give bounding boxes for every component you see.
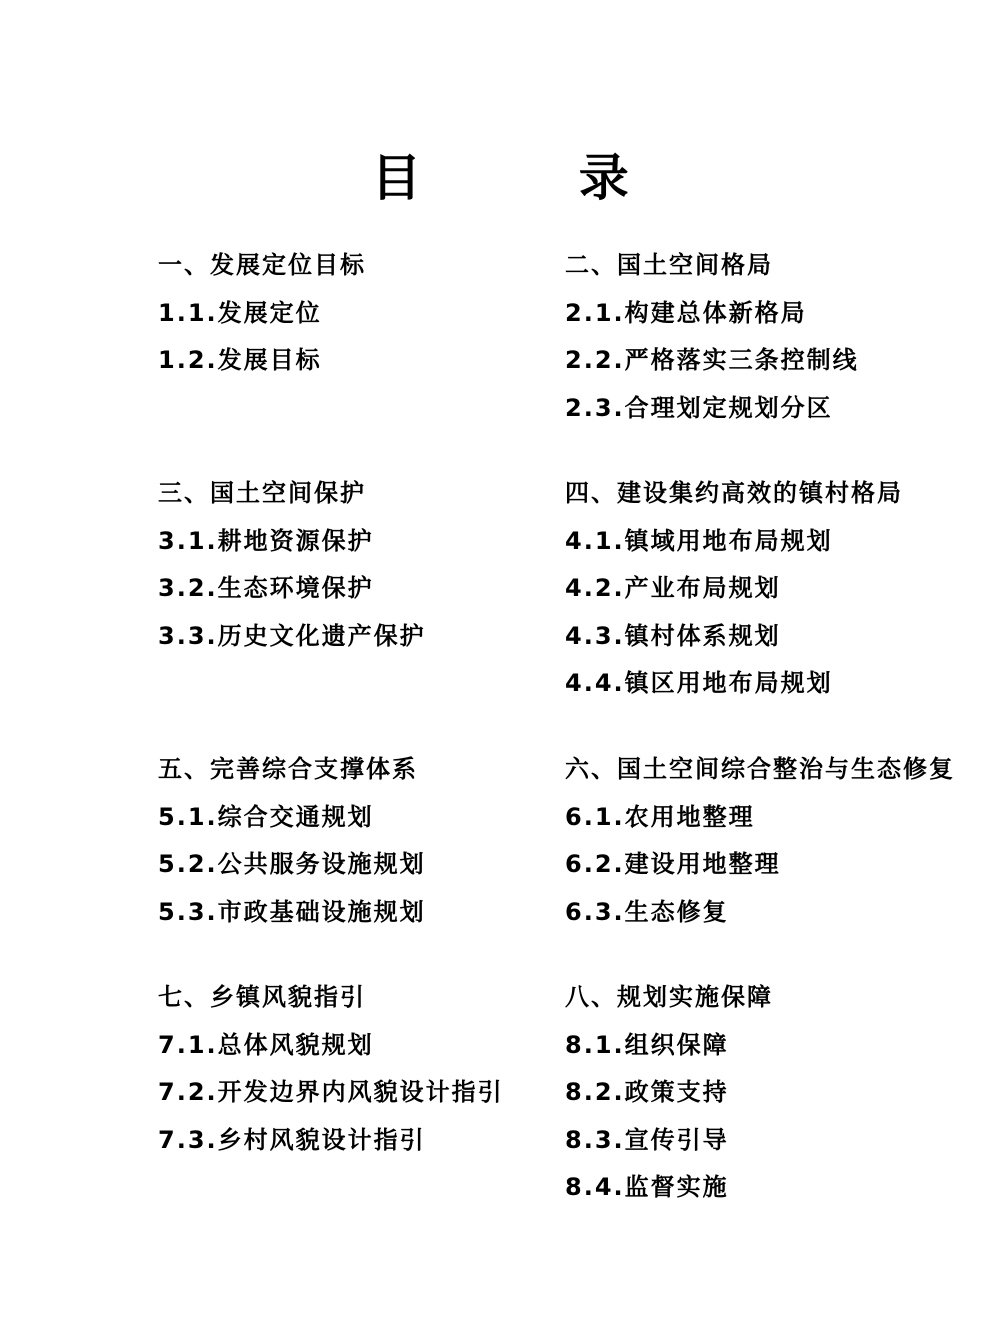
toc-entry[interactable]: 4.3.镇村体系规划 (565, 621, 781, 650)
toc-entry[interactable]: 3.1.耕地资源保护 (158, 526, 374, 555)
toc-section-4 (565, 478, 903, 716)
toc-entry[interactable]: 4.4.镇区用地布局规划 (565, 669, 833, 697)
toc-section-6 (565, 754, 955, 944)
toc-entry[interactable]: 2.2.严格落实三条控制线 (565, 346, 859, 374)
toc-entry[interactable]: 5.1.综合交通规划 (158, 802, 374, 831)
section-heading[interactable]: 六、国土空间综合整治与生态修复 (565, 755, 955, 783)
toc-entry[interactable]: 7.2.开发边界内风貌设计指引 (158, 1078, 504, 1106)
toc-entry[interactable]: 5.2.公共服务设施规划 (158, 850, 426, 878)
toc-entry[interactable]: 7.1.总体风貌规划 (158, 1030, 374, 1059)
toc-entry[interactable]: 3.2.生态环境保护 (158, 574, 374, 602)
toc-section-5 (158, 754, 426, 944)
toc-entry[interactable]: 3.3.历史文化遗产保护 (158, 621, 426, 650)
toc-section-8 (565, 982, 773, 1220)
toc-entry[interactable]: 2.3.合理划定规划分区 (565, 393, 833, 422)
toc-entry[interactable]: 6.2.建设用地整理 (565, 850, 781, 878)
toc-entry[interactable]: 6.1.农用地整理 (565, 802, 755, 831)
section-heading[interactable]: 二、国土空间格局 (565, 251, 773, 279)
toc-entry[interactable]: 4.2.产业布局规划 (565, 574, 781, 602)
section-heading[interactable]: 三、国土空间保护 (158, 479, 366, 507)
toc-entry[interactable]: 8.1.组织保障 (565, 1030, 729, 1059)
page-title: 目 录 (371, 149, 699, 207)
section-heading[interactable]: 一、发展定位目标 (158, 251, 366, 279)
toc-entry[interactable]: 7.3.乡村风貌设计指引 (158, 1125, 426, 1154)
toc-entry[interactable]: 2.1.构建总体新格局 (565, 298, 807, 327)
toc-entry[interactable]: 6.3.生态修复 (565, 897, 729, 926)
toc-entry[interactable]: 8.4.监督实施 (565, 1173, 729, 1201)
toc-entry[interactable]: 5.3.市政基础设施规划 (158, 897, 426, 926)
toc-entry[interactable]: 8.3.宣传引导 (565, 1125, 729, 1154)
section-heading[interactable]: 七、乡镇风貌指引 (158, 983, 366, 1011)
toc-entry[interactable]: 8.2.政策支持 (565, 1078, 729, 1106)
toc-entry[interactable]: 1.2.发展目标 (158, 346, 322, 374)
toc-section-2 (565, 250, 859, 440)
section-heading[interactable]: 四、建设集约高效的镇村格局 (565, 479, 903, 507)
toc-section-3 (158, 478, 426, 668)
section-heading[interactable]: 八、规划实施保障 (565, 983, 773, 1011)
toc-section-7 (158, 982, 504, 1172)
section-heading[interactable]: 五、完善综合支撑体系 (158, 755, 418, 783)
toc-entry[interactable]: 4.1.镇域用地布局规划 (565, 526, 833, 555)
toc-section-1 (158, 250, 366, 393)
toc-entry[interactable]: 1.1.发展定位 (158, 298, 322, 327)
